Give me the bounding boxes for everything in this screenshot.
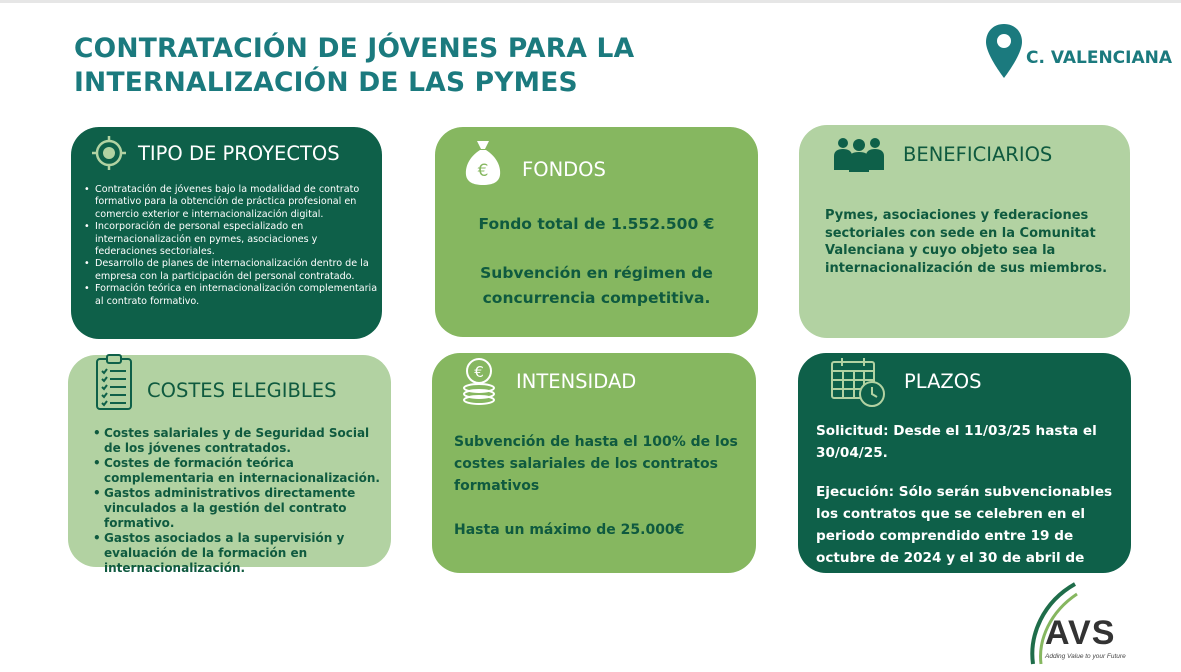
card-title: BENEFICIARIOS [903, 143, 1053, 166]
plazos-ejecucion: Ejecución: Sólo serán subvencionables los contratos que se celebren en el periodo comprendido entre 19 de octubre de 2024 y el 30 de abril de 2025. [816, 484, 1113, 588]
title-line-2: INTERNALIZACIÓN DE LAS PYMES [74, 67, 578, 98]
card-title: COSTES ELEGIBLES [147, 379, 337, 402]
card-title: PLAZOS [904, 370, 982, 393]
fondos-total: Fondo total de 1.552.500 € [478, 215, 715, 233]
clipboard-checklist-icon [95, 353, 133, 411]
top-border [0, 0, 1181, 3]
money-bag-icon [463, 137, 503, 187]
card-beneficiarios [799, 125, 1130, 338]
page-title [74, 32, 634, 100]
list-item: • Gastos administrativos directamente vinculados a la gestión del contrato formativo. [93, 486, 385, 531]
logo-name: AVS [1045, 614, 1116, 652]
card-title: FONDOS [522, 158, 606, 181]
list-item: • Costes de formación teórica complementaria en internacionalización. [93, 456, 385, 486]
costes-list [93, 426, 385, 576]
list-item: • Desarrollo de planes de internacionalización dentro de la empresa con la participación del personal contratado. [84, 258, 379, 283]
card-fondos [435, 127, 758, 337]
intensidad-maximo: Hasta un máximo de 25.000€ [454, 522, 685, 538]
coins-icon [457, 356, 501, 406]
list-item: • Costes salariales y de Seguridad Social de los jóvenes contratados. [93, 426, 385, 456]
logo-tagline: Adding Value to your Future [1045, 653, 1126, 660]
svg-text:€: € [474, 363, 484, 381]
list-item: • Formación teórica en internacionalización complementaria al contrato formativo. [84, 283, 379, 308]
location-pin-icon [984, 22, 1024, 82]
list-item: • Contratación de jóvenes bajo la modalidad de contrato formativo para la obtención de práctica profesional en comercio exterior e internacionalización digital. [84, 184, 379, 221]
list-item: • Incorporación de personal especializado en internacionalización en pymes, asociaciones y federaciones sectoriales. [84, 221, 379, 258]
calendar-clock-icon [830, 356, 888, 410]
plazos-solicitud: Solicitud: Desde el 11/03/25 hasta el 30/04/25. [816, 423, 1097, 461]
avs-logo [1023, 580, 1163, 670]
svg-text:€: € [477, 161, 489, 181]
beneficiarios-text: Pymes, asociaciones y federaciones sectoriales con sede en la Comunitat Valenciana y cuyo objeto sea la internacionalización de sus miembros. [825, 208, 1108, 276]
card-title: TIPO DE PROYECTOS [138, 142, 340, 165]
card-costes-elegibles [68, 355, 391, 575]
fondos-regimen: Subvención en régimen de concurrencia competitiva. [480, 264, 713, 307]
tipo-list [84, 184, 379, 308]
card-title: INTENSIDAD [516, 370, 637, 393]
people-group-icon [831, 136, 887, 172]
title-line-1: CONTRATACIÓN DE JÓVENES PARA LA [74, 33, 635, 64]
list-item: • Gastos asociados a la supervisión y evaluación de la formación en internacionalización. [93, 531, 385, 576]
card-plazos [798, 353, 1131, 588]
target-icon [91, 135, 127, 171]
card-tipo-proyectos [71, 127, 382, 339]
intensidad-text: Subvención de hasta el 100% de los costes salariales de los contratos formativos [454, 434, 738, 494]
region-label: C. VALENCIANA [1026, 48, 1173, 68]
region-badge [984, 22, 1180, 82]
card-intensidad [432, 353, 756, 573]
